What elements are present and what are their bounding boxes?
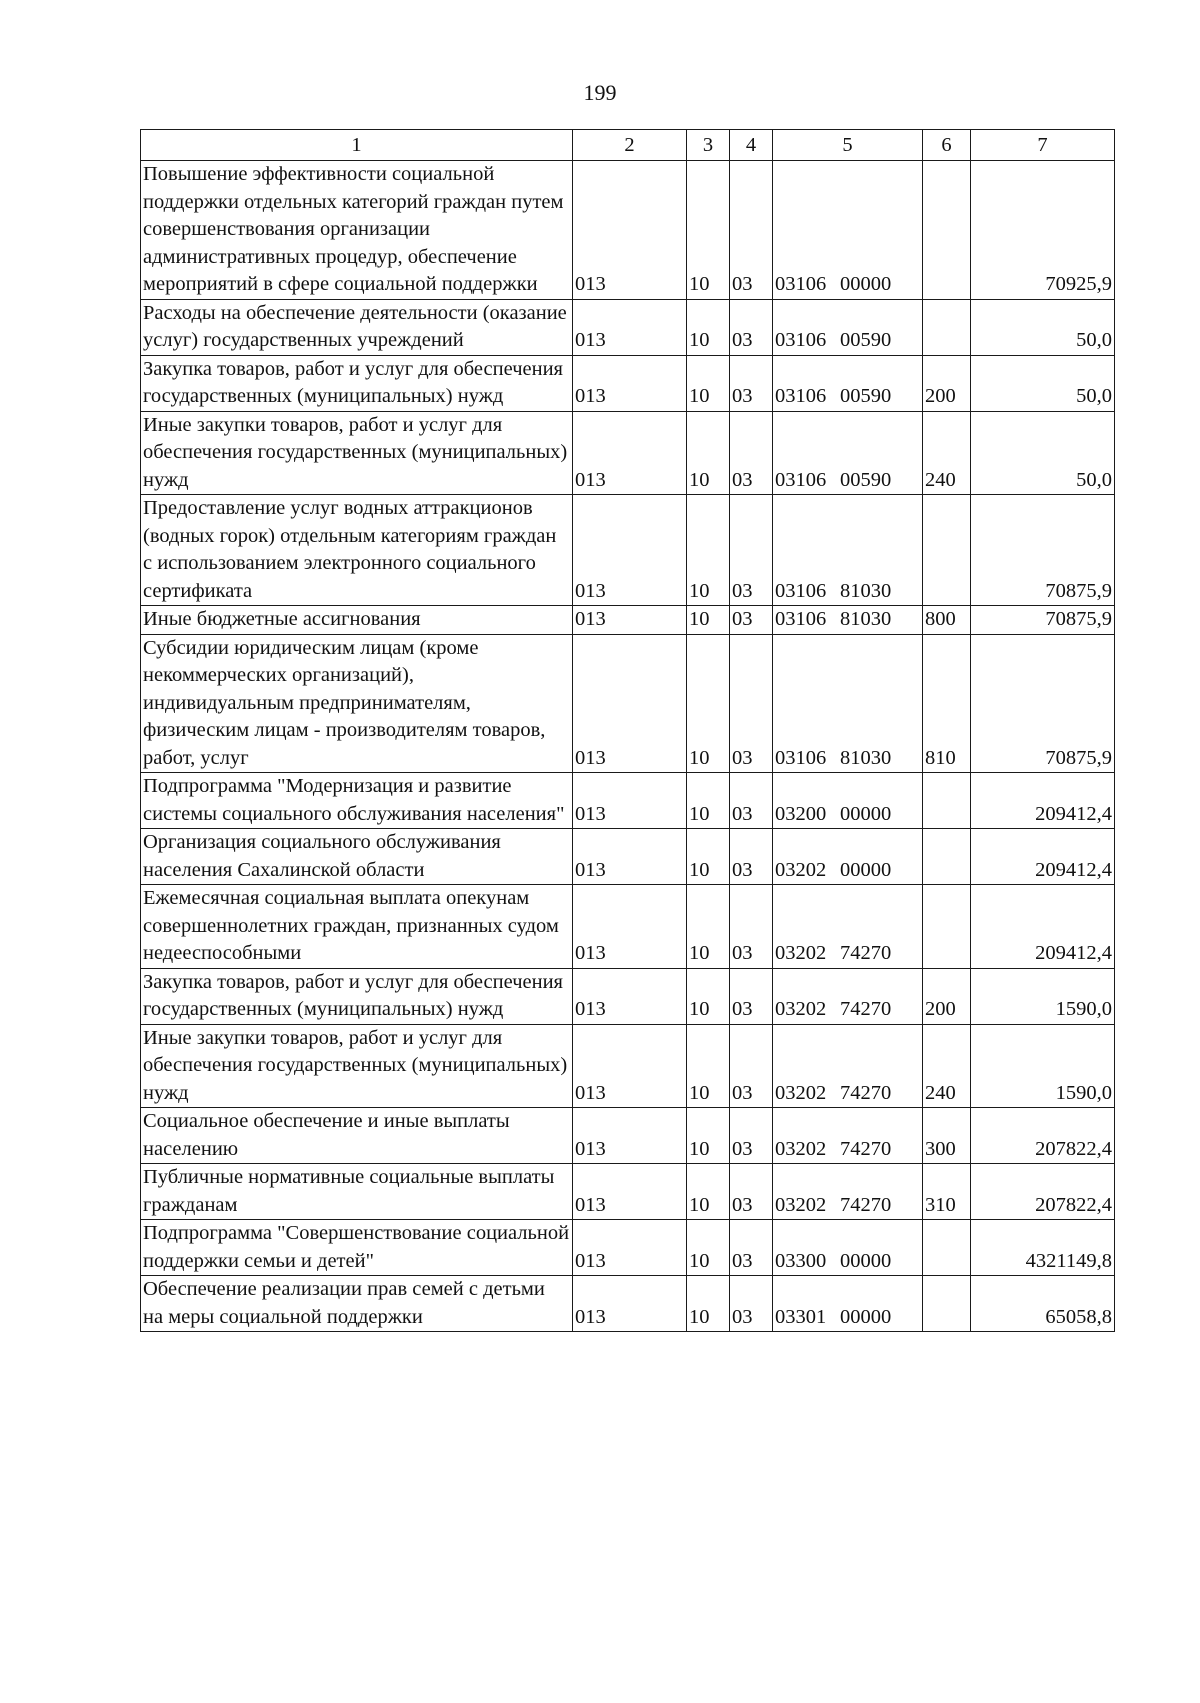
section-code: 10 — [687, 161, 730, 300]
subsection-code: 03 — [730, 829, 773, 885]
amount-value: 50,0 — [971, 355, 1115, 411]
subsection-code: 03 — [730, 634, 773, 773]
section-code: 10 — [687, 1108, 730, 1164]
program-code: 03202 — [775, 1137, 827, 1160]
program-code: 03106 — [775, 608, 827, 630]
expense-type-code: 300 — [923, 1108, 971, 1164]
row-name: Закупка товаров, работ и услуг для обеспечения государственных (муниципальных) нужд — [141, 968, 573, 1024]
amount-value: 65058,8 — [971, 1276, 1115, 1332]
subsection-code: 03 — [730, 1024, 773, 1108]
target-article-code — [773, 411, 923, 495]
subsection-code: 03 — [730, 885, 773, 969]
program-code: 03202 — [775, 998, 827, 1020]
target-article-code — [773, 885, 923, 969]
subsection-code: 03 — [730, 411, 773, 495]
column-header-7: 7 — [971, 130, 1115, 161]
subsection-code: 03 — [730, 968, 773, 1024]
program-code: 03300 — [775, 1249, 827, 1272]
amount-value: 50,0 — [971, 299, 1115, 355]
table-row — [141, 606, 1115, 635]
expense-type-code — [923, 1220, 971, 1276]
column-header-3: 3 — [687, 130, 730, 161]
amount-value: 70875,9 — [971, 634, 1115, 773]
expense-type-code — [923, 161, 971, 300]
expense-type-code: 800 — [923, 606, 971, 635]
ministry-code: 013 — [573, 968, 687, 1024]
program-code: 03202 — [775, 1193, 827, 1216]
table-row — [141, 161, 1115, 300]
table-body — [141, 161, 1115, 1332]
section-code: 10 — [687, 634, 730, 773]
amount-value: 207822,4 — [971, 1164, 1115, 1220]
direction-code: 00000 — [840, 273, 892, 295]
expense-type-code — [923, 773, 971, 829]
expense-type-code — [923, 885, 971, 969]
subsection-code: 03 — [730, 299, 773, 355]
expense-type-code — [923, 1276, 971, 1332]
expense-type-code: 200 — [923, 968, 971, 1024]
program-code: 03200 — [775, 802, 827, 825]
table-row — [141, 968, 1115, 1024]
ministry-code: 013 — [573, 495, 687, 606]
direction-code: 74270 — [840, 998, 892, 1020]
program-code: 03106 — [775, 273, 827, 295]
target-article-code — [773, 1164, 923, 1220]
table-row — [141, 634, 1115, 773]
amount-value: 70875,9 — [971, 606, 1115, 635]
section-code: 10 — [687, 773, 730, 829]
amount-value: 207822,4 — [971, 1108, 1115, 1164]
row-name: Подпрограмма "Совершенствование социальной поддержки семьи и детей" — [141, 1220, 573, 1276]
subsection-code: 03 — [730, 1220, 773, 1276]
row-name: Закупка товаров, работ и услуг для обеспечения государственных (муниципальных) нужд — [141, 355, 573, 411]
target-article-code — [773, 1108, 923, 1164]
expense-type-code: 200 — [923, 355, 971, 411]
target-article-code — [773, 773, 923, 829]
program-code: 03106 — [775, 468, 827, 491]
ministry-code: 013 — [573, 411, 687, 495]
row-name: Публичные нормативные социальные выплаты гражданам — [141, 1164, 573, 1220]
table-row — [141, 495, 1115, 606]
direction-code: 74270 — [840, 942, 892, 964]
target-article-code — [773, 1024, 923, 1108]
direction-code: 81030 — [840, 608, 892, 630]
ministry-code: 013 — [573, 1164, 687, 1220]
ministry-code: 013 — [573, 829, 687, 885]
amount-value: 209412,4 — [971, 829, 1115, 885]
ministry-code: 013 — [573, 885, 687, 969]
ministry-code: 013 — [573, 1220, 687, 1276]
program-code: 03202 — [775, 1081, 827, 1104]
row-name: Иные бюджетные ассигнования — [141, 606, 573, 635]
ministry-code: 013 — [573, 1024, 687, 1108]
direction-code: 74270 — [840, 1193, 892, 1216]
subsection-code: 03 — [730, 1276, 773, 1332]
expense-type-code — [923, 829, 971, 885]
row-name: Субсидии юридическим лицам (кроме некоммерческих организаций), индивидуальным предпринимателям, физическим лицам - производителям товаров, работ, услуг — [141, 634, 573, 773]
row-name: Иные закупки товаров, работ и услуг для обеспечения государственных (муниципальных) нужд — [141, 411, 573, 495]
program-code: 03202 — [775, 942, 827, 964]
target-article-code — [773, 968, 923, 1024]
target-article-code — [773, 161, 923, 300]
direction-code: 00000 — [840, 858, 892, 881]
section-code: 10 — [687, 885, 730, 969]
ministry-code: 013 — [573, 634, 687, 773]
program-code: 03106 — [775, 746, 827, 769]
target-article-code — [773, 634, 923, 773]
ministry-code: 013 — [573, 161, 687, 300]
direction-code: 00000 — [840, 802, 892, 825]
expense-type-code: 240 — [923, 411, 971, 495]
ministry-code: 013 — [573, 1276, 687, 1332]
program-code: 03202 — [775, 858, 827, 881]
section-code: 10 — [687, 355, 730, 411]
amount-value: 209412,4 — [971, 885, 1115, 969]
table-row — [141, 299, 1115, 355]
subsection-code: 03 — [730, 606, 773, 635]
direction-code: 00590 — [840, 329, 892, 351]
section-code: 10 — [687, 495, 730, 606]
row-name: Предоставление услуг водных аттракционов (водных горок) отдельным категориям граждан с использованием электронного социального сертификата — [141, 495, 573, 606]
ministry-code: 013 — [573, 773, 687, 829]
target-article-code — [773, 606, 923, 635]
subsection-code: 03 — [730, 1164, 773, 1220]
table-row — [141, 829, 1115, 885]
table-row — [141, 1276, 1115, 1332]
table-row — [141, 1164, 1115, 1220]
expense-type-code: 310 — [923, 1164, 971, 1220]
ministry-code: 013 — [573, 606, 687, 635]
target-article-code — [773, 299, 923, 355]
column-header-4: 4 — [730, 130, 773, 161]
subsection-code: 03 — [730, 355, 773, 411]
direction-code: 00000 — [840, 1249, 892, 1272]
row-name: Организация социального обслуживания населения Сахалинской области — [141, 829, 573, 885]
ministry-code: 013 — [573, 299, 687, 355]
column-header-5: 5 — [773, 130, 923, 161]
direction-code: 74270 — [840, 1081, 892, 1104]
table-row — [141, 1024, 1115, 1108]
amount-value: 50,0 — [971, 411, 1115, 495]
section-code: 10 — [687, 299, 730, 355]
page-number: 199 — [583, 80, 617, 105]
direction-code: 00590 — [840, 385, 892, 407]
section-code: 10 — [687, 1024, 730, 1108]
target-article-code — [773, 829, 923, 885]
direction-code: 74270 — [840, 1137, 892, 1160]
program-code: 03106 — [775, 385, 827, 407]
target-article-code — [773, 495, 923, 606]
direction-code: 81030 — [840, 746, 892, 769]
amount-value: 1590,0 — [971, 1024, 1115, 1108]
section-code: 10 — [687, 829, 730, 885]
row-name: Обеспечение реализации прав семей с детьми на меры социальной поддержки — [141, 1276, 573, 1332]
expense-type-code — [923, 495, 971, 606]
direction-code: 00000 — [840, 1305, 892, 1328]
column-header-2: 2 — [573, 130, 687, 161]
table-row — [141, 1108, 1115, 1164]
program-code: 03106 — [775, 329, 827, 351]
amount-value: 70875,9 — [971, 495, 1115, 606]
target-article-code — [773, 1220, 923, 1276]
expense-type-code: 810 — [923, 634, 971, 773]
direction-code: 81030 — [840, 579, 892, 602]
section-code: 10 — [687, 606, 730, 635]
column-header-1: 1 — [141, 130, 573, 161]
section-code: 10 — [687, 411, 730, 495]
section-code: 10 — [687, 1276, 730, 1332]
amount-value: 1590,0 — [971, 968, 1115, 1024]
subsection-code: 03 — [730, 1108, 773, 1164]
amount-value: 4321149,8 — [971, 1220, 1115, 1276]
subsection-code: 03 — [730, 773, 773, 829]
section-code: 10 — [687, 968, 730, 1024]
ministry-code: 013 — [573, 1108, 687, 1164]
ministry-code: 013 — [573, 355, 687, 411]
section-code: 10 — [687, 1164, 730, 1220]
amount-value: 70925,9 — [971, 161, 1115, 300]
column-header-6: 6 — [923, 130, 971, 161]
amount-value: 209412,4 — [971, 773, 1115, 829]
table-row — [141, 773, 1115, 829]
row-name: Социальное обеспечение и иные выплаты населению — [141, 1108, 573, 1164]
subsection-code: 03 — [730, 161, 773, 300]
section-code: 10 — [687, 1220, 730, 1276]
program-code: 03301 — [775, 1305, 827, 1328]
expense-type-code: 240 — [923, 1024, 971, 1108]
row-name: Повышение эффективности социальной поддержки отдельных категорий граждан путем совершенствования организации административных процедур, обеспечение мероприятий в сфере социальной поддержки — [141, 161, 573, 300]
target-article-code — [773, 355, 923, 411]
direction-code: 00590 — [840, 468, 892, 491]
budget-table — [140, 129, 1115, 1332]
table-row — [141, 1220, 1115, 1276]
table-row — [141, 411, 1115, 495]
table-row — [141, 355, 1115, 411]
table-header-row — [141, 130, 1115, 161]
target-article-code — [773, 1276, 923, 1332]
row-name: Расходы на обеспечение деятельности (оказание услуг) государственных учреждений — [141, 299, 573, 355]
program-code: 03106 — [775, 579, 827, 602]
subsection-code: 03 — [730, 495, 773, 606]
table-row — [141, 885, 1115, 969]
row-name: Ежемесячная социальная выплата опекунам совершеннолетних граждан, признанных судом недееспособными — [141, 885, 573, 969]
row-name: Иные закупки товаров, работ и услуг для обеспечения государственных (муниципальных) нужд — [141, 1024, 573, 1108]
expense-type-code — [923, 299, 971, 355]
row-name: Подпрограмма "Модернизация и развитие системы социального обслуживания населения" — [141, 773, 573, 829]
